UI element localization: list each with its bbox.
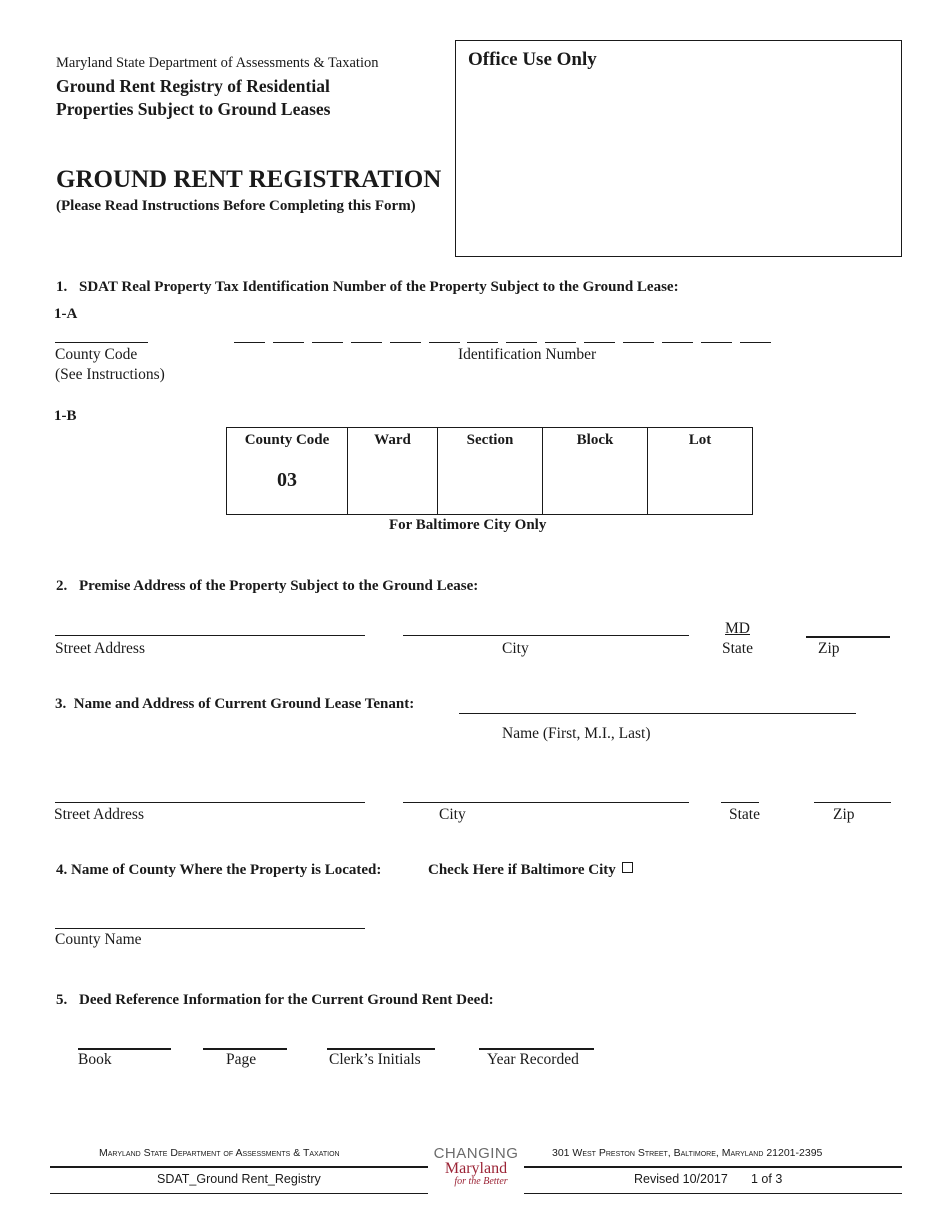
registry-title-line1: Ground Rent Registry of Residential	[56, 76, 330, 96]
county-code-cell	[227, 428, 348, 515]
county-code-label: County Code	[55, 346, 138, 363]
identification-digit-blank[interactable]	[740, 342, 771, 343]
tenant-state-input[interactable]	[721, 802, 759, 803]
office-use-title: Office Use Only	[468, 49, 597, 70]
identification-digit-blank[interactable]	[623, 342, 654, 343]
section1-heading: SDAT Real Property Tax Identification Number of the Property Subject to the Ground Lease:	[79, 279, 679, 295]
book-input[interactable]	[78, 1048, 171, 1050]
footer-page-number: 1 of 3	[751, 1172, 783, 1186]
county-code-input[interactable]	[55, 342, 148, 343]
premise-city-input[interactable]	[403, 635, 689, 636]
tenant-zip-label: Zip	[833, 806, 855, 823]
identification-digit-blank[interactable]	[506, 342, 537, 343]
premise-zip-label: Zip	[818, 640, 840, 657]
identification-number-label: Identification Number	[458, 346, 597, 363]
tenant-city-label: City	[439, 806, 466, 823]
tenant-zip-input[interactable]	[814, 802, 891, 803]
section5-heading: Deed Reference Information for the Current Ground Rent Deed:	[79, 992, 494, 1008]
county-code-note: (See Instructions)	[55, 366, 165, 383]
section1b-label: 1-B	[54, 408, 77, 424]
form-subtitle: (Please Read Instructions Before Completing this Form)	[56, 198, 416, 214]
block-header: Block	[576, 432, 614, 448]
lot-cell[interactable]	[648, 428, 753, 515]
footer-address: 301 West Preston Street, Baltimore, Maryland 21201-2395	[552, 1147, 823, 1159]
identification-digit-blank[interactable]	[312, 342, 343, 343]
section-cell[interactable]	[438, 428, 543, 515]
form-title: GROUND RENT REGISTRATION	[56, 166, 442, 193]
county-code-header: County Code	[244, 432, 330, 448]
identification-digit-blank[interactable]	[701, 342, 732, 343]
identification-digit-blank[interactable]	[351, 342, 382, 343]
footer-revised: Revised 10/2017	[634, 1172, 728, 1186]
baltimore-tax-id-table	[226, 427, 753, 515]
section4-heading: 4. Name of County Where the Property is Located:	[56, 862, 382, 878]
office-use-box	[455, 40, 902, 257]
agency-name: Maryland State Department of Assessments & Taxation	[56, 55, 379, 71]
section-header: Section	[466, 432, 514, 448]
identification-digit-blank[interactable]	[545, 342, 576, 343]
section1-number: 1.	[56, 279, 68, 295]
county-name-input[interactable]	[55, 928, 365, 929]
county-code-value: 03	[277, 469, 297, 491]
page-input[interactable]	[203, 1048, 287, 1050]
premise-state-label: State	[722, 640, 753, 657]
section2-heading: Premise Address of the Property Subject to the Ground Lease:	[79, 578, 479, 594]
premise-city-label: City	[502, 640, 529, 657]
footer-form-id: SDAT_Ground Rent_Registry	[157, 1172, 321, 1186]
section3-heading: 3. Name and Address of Current Ground Lease Tenant:	[55, 696, 415, 712]
tenant-name-input[interactable]	[459, 713, 856, 714]
identification-digit-blank[interactable]	[467, 342, 498, 343]
tenant-state-label: State	[729, 806, 760, 823]
identification-digit-blank[interactable]	[234, 342, 265, 343]
baltimore-only-caption: For Baltimore City Only	[389, 517, 547, 533]
premise-zip-input[interactable]	[806, 636, 890, 638]
tenant-street-input[interactable]	[55, 802, 365, 803]
baltimore-city-checkbox[interactable]	[622, 862, 633, 873]
ward-header: Ward	[374, 432, 411, 448]
identification-digit-blank[interactable]	[584, 342, 615, 343]
changing-maryland-logo	[428, 1146, 524, 1196]
ward-cell[interactable]	[348, 428, 438, 515]
baltimore-city-check-label: Check Here if Baltimore City	[428, 862, 616, 878]
book-label: Book	[78, 1051, 112, 1068]
identification-digit-blank[interactable]	[273, 342, 304, 343]
section5-number: 5.	[56, 992, 68, 1008]
tenant-city-input[interactable]	[403, 802, 689, 803]
year-recorded-label: Year Recorded	[487, 1051, 579, 1068]
section2-number: 2.	[56, 578, 68, 594]
premise-street-label: Street Address	[55, 640, 145, 657]
identification-digit-blank[interactable]	[429, 342, 460, 343]
section1a-label: 1-A	[54, 306, 78, 322]
lot-header: Lot	[688, 432, 712, 448]
identification-digit-blank[interactable]	[662, 342, 693, 343]
year-recorded-input[interactable]	[479, 1048, 594, 1050]
premise-street-input[interactable]	[55, 635, 365, 636]
clerk-initials-label: Clerk’s Initials	[329, 1051, 421, 1068]
block-cell[interactable]	[543, 428, 648, 515]
registry-title-line2: Properties Subject to Ground Leases	[56, 99, 331, 119]
premise-state-value: MD	[725, 620, 750, 637]
baltimore-city-check[interactable]	[428, 862, 633, 879]
county-name-label: County Name	[55, 931, 142, 948]
logo-line3: for the Better	[454, 1176, 508, 1187]
logo-line2: Maryland	[444, 1160, 508, 1177]
tenant-name-label: Name (First, M.I., Last)	[502, 725, 651, 742]
tenant-street-label: Street Address	[54, 806, 144, 823]
logo-line1: CHANGING	[433, 1145, 519, 1162]
footer-agency: Maryland State Department of Assessments & Taxation	[99, 1147, 340, 1159]
clerk-initials-input[interactable]	[327, 1048, 435, 1050]
page-label: Page	[226, 1051, 257, 1068]
identification-digit-blank[interactable]	[390, 342, 421, 343]
